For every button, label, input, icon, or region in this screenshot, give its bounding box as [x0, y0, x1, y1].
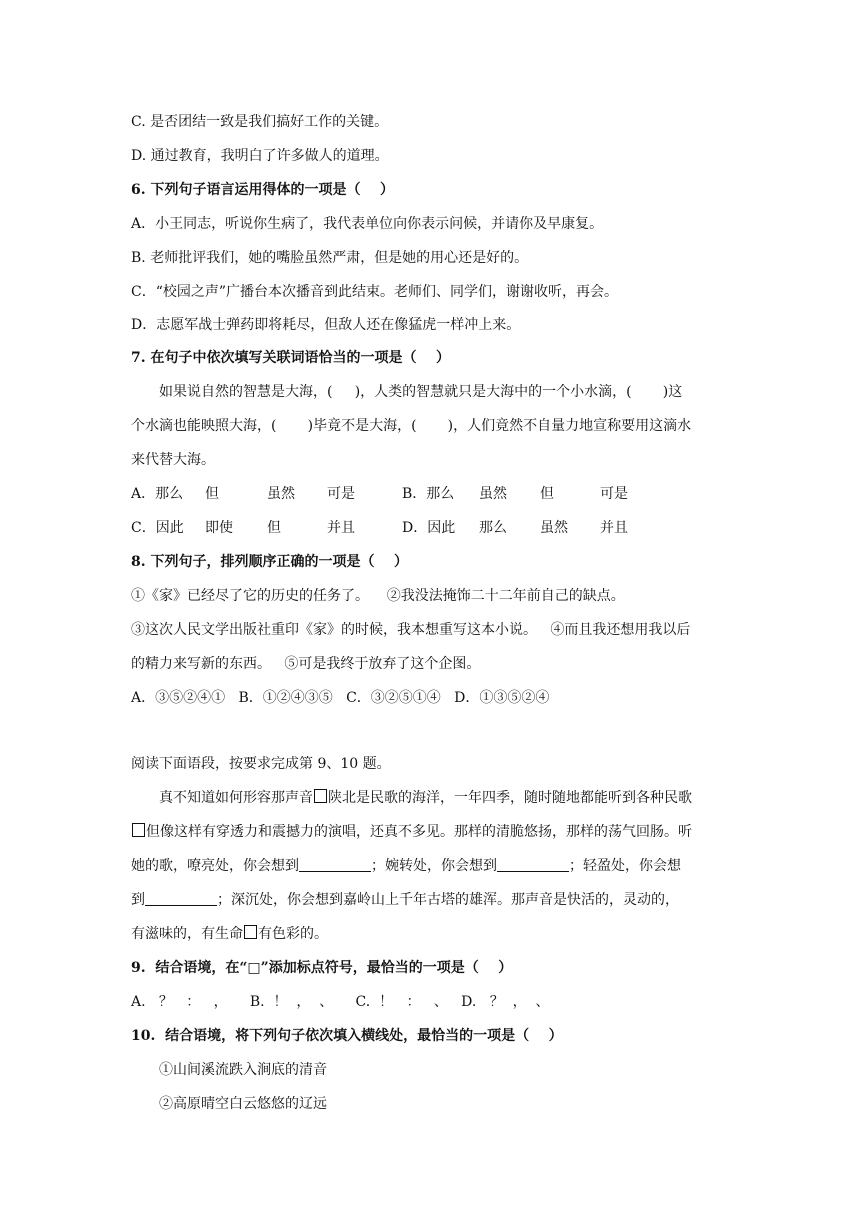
- q7-option-b-word-2: 虽然: [479, 486, 507, 502]
- passage-text: 但像这样有穿透力和震撼力的演唱，还真不多见。那样的清脆悠扬，那样的荡气回肠。听: [146, 824, 692, 840]
- q7-option-a-word-2: 但: [205, 486, 219, 502]
- fill-blank-1: [299, 857, 371, 872]
- q7-option-a-word-3: 虽然: [267, 486, 295, 502]
- punctuation-box-2: [132, 823, 145, 837]
- q7-passage-line-3: 来代替大海。: [131, 452, 215, 468]
- punctuation-box-1: [314, 789, 327, 803]
- q8-sentences-line-1: ①《家》已经尽了它的历史的任务了。 ②我没法掩饰二十二年前自己的缺点。: [131, 588, 625, 604]
- fill-blank-3: [145, 891, 217, 906]
- reading-passage-line-2: [131, 822, 692, 842]
- q7-option-d-label: D．因此: [402, 520, 456, 536]
- q8-sentences-line-2: ③这次人民文学出版社重印《家》的时候，我本想重写这本小说。 ④而且我还想用我以后: [131, 622, 691, 638]
- q5-option-d: D. 通过教育，我明白了许多做人的道理。: [131, 148, 389, 164]
- passage-text: 陕北是民歌的海洋，一年四季，随时随地都能听到各种民歌: [328, 790, 692, 806]
- q7-option-c-word-2: 即使: [205, 520, 233, 536]
- q6-option-a: A．小王同志，听说你生病了，我代表单位向你表示问候，并请你及早康复。: [131, 216, 604, 232]
- passage-text: ；深沉处，你会想到嘉岭山上千年古塔的雄浑。那声音是快活的，灵动的，: [217, 892, 679, 908]
- q7-option-d-word-3: 虽然: [540, 520, 568, 536]
- q9-options: A. ？ ： ， B. ！ ， 、 C. ！ ： 、 D. ？ ， 、: [131, 994, 550, 1010]
- q7-option-b-word-3: 但: [540, 486, 554, 502]
- passage-text: 她的歌，嘹亮处，你会想到: [131, 858, 299, 874]
- q6-option-d: D．志愿军战士弹药即将耗尽，但敌人还在像猛虎一样冲上来。: [131, 317, 521, 333]
- q7-option-d-word-4: 并且: [600, 520, 628, 536]
- q10-sentence-1: ①山间溪流跌入涧底的清音: [159, 1062, 327, 1078]
- reading-passage-line-1: [159, 788, 692, 808]
- q7-option-c-word-4: 并且: [327, 520, 355, 536]
- q6-option-b: B. 老师批评我们，她的嘴脸虽然严肃，但是她的用心还是好的。: [131, 250, 529, 266]
- q9-stem: 9. 结合语境，在“□”添加标点符号，最恰当的一项是（ ）: [131, 960, 513, 976]
- reading-passage-line-5: [131, 924, 328, 944]
- q7-passage-line-2: 个水滴也能映照大海，( )毕竟不是大海，( )，人们竟然不自量力地宣称要用这滴水: [131, 418, 692, 434]
- q7-passage-line-1: 如果说自然的智慧是大海，( )，人类的智慧就只是大海中的一个小水滴，( )这: [159, 384, 683, 400]
- q8-options: A．③⑤②④① B．①②④③⑤ C．③②⑤①④ D．①③⑤②④: [131, 690, 550, 706]
- passage-text: 有滋味的，有生命: [131, 926, 243, 942]
- q7-option-d-word-2: 那么: [479, 520, 507, 536]
- reading-intro: 阅读下面语段，按要求完成第 9、10 题。: [131, 756, 391, 772]
- q8-stem: 8. 下列句子，排列顺序正确的一项是（ ）: [131, 554, 408, 570]
- q8-sentences-line-3: 的精力来写新的东西。 ⑤可是我终于放弃了这个企图。: [131, 656, 481, 672]
- q6-option-c: C．“校园之声”广播台本次播音到此结束。老师们、同学们，谢谢收听，再会。: [131, 284, 619, 300]
- q10-sentence-2: ②高原晴空白云悠悠的辽远: [159, 1096, 327, 1112]
- fill-blank-2: [497, 857, 569, 872]
- q7-option-b-label: B．那么: [402, 486, 455, 502]
- q7-option-a-word-4: 可是: [327, 486, 355, 502]
- reading-passage-line-3: [131, 856, 681, 876]
- passage-text: ；轻盈处，你会想: [569, 858, 681, 874]
- q6-stem: 6. 下列句子语言运用得体的一项是（ ）: [131, 182, 394, 198]
- passage-text: 真不知道如何形容那声音: [159, 790, 313, 806]
- passage-text: ；婉转处，你会想到: [371, 858, 497, 874]
- q7-option-c-label: C．因此: [131, 520, 184, 536]
- q7-option-b-word-4: 可是: [600, 486, 628, 502]
- q5-option-c: C. 是否团结一致是我们搞好工作的关键。: [131, 114, 389, 130]
- passage-text: 到: [131, 892, 145, 908]
- q7-stem: 7. 在句子中依次填写关联词语恰当的一项是（ ）: [131, 350, 450, 366]
- passage-text: 有色彩的。: [258, 926, 328, 942]
- reading-passage-line-4: [131, 890, 679, 910]
- q10-stem: 10. 结合语境，将下列句子依次填入横线处，最恰当的一项是（ ）: [131, 1028, 563, 1044]
- q7-option-c-word-3: 但: [267, 520, 281, 536]
- q7-option-a-label: A．那么: [131, 486, 184, 502]
- punctuation-box-3: [244, 925, 257, 939]
